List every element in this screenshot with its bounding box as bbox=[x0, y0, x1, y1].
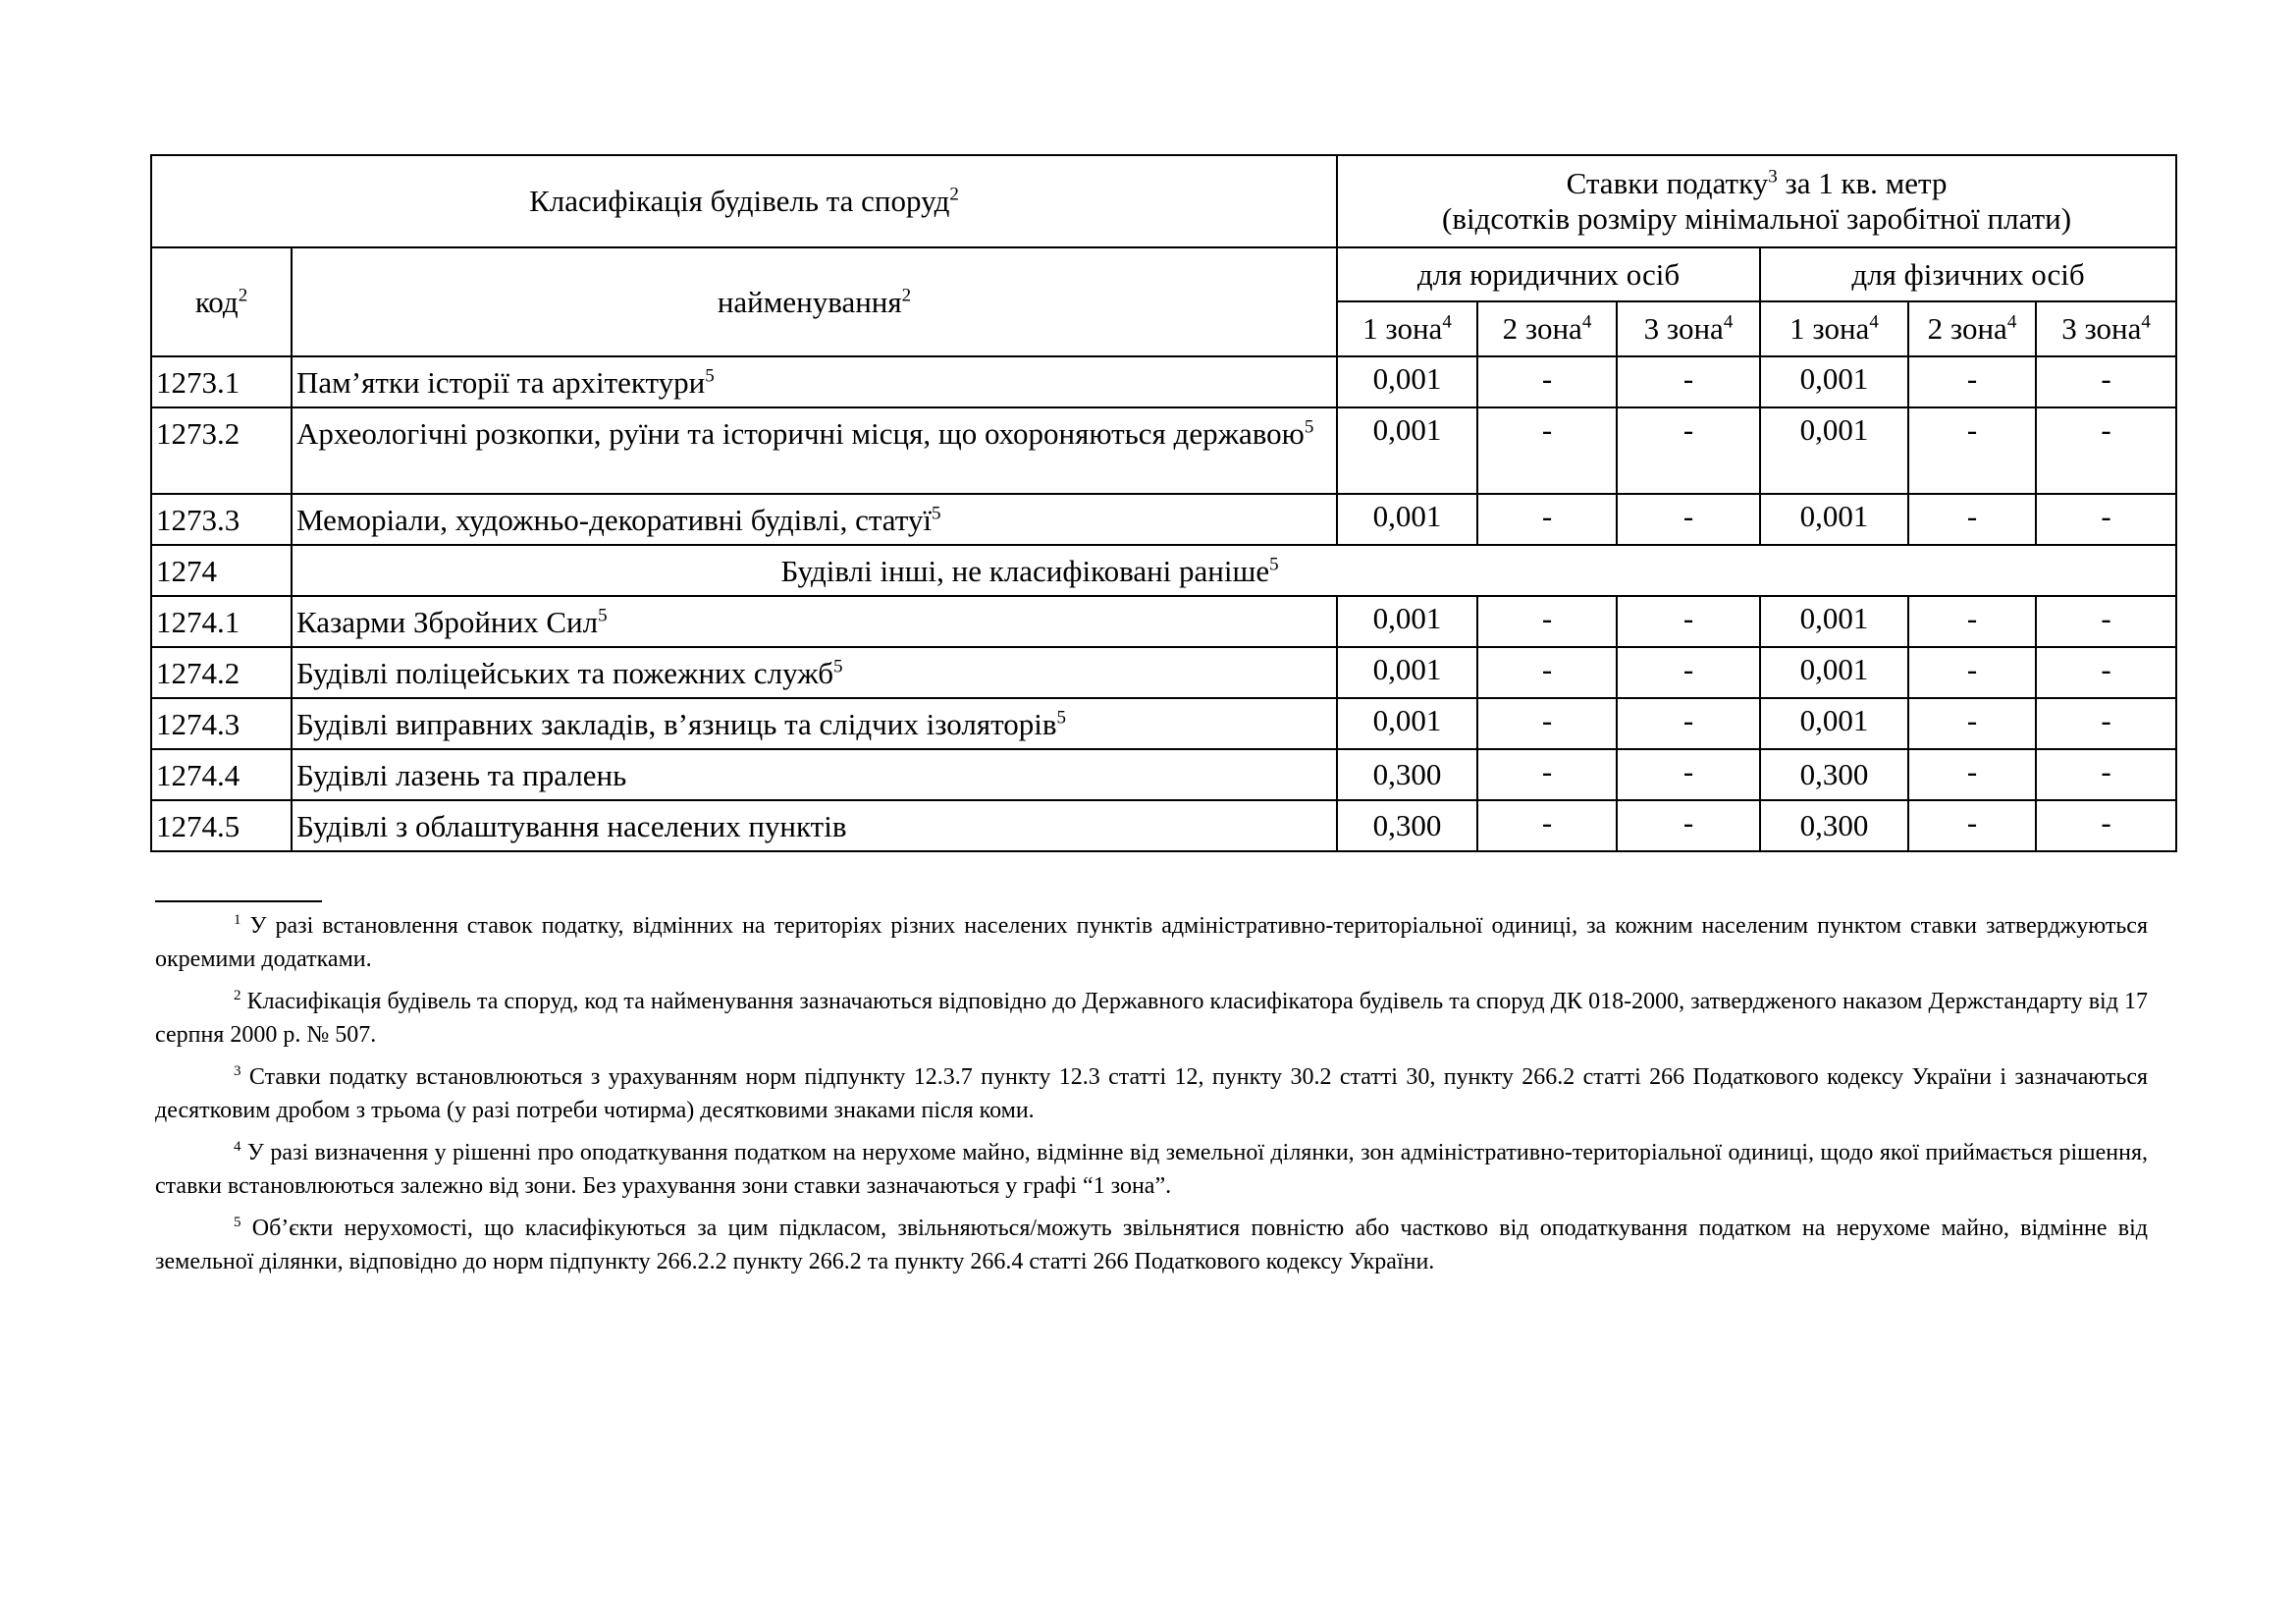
rate-cell: - bbox=[1908, 647, 2036, 698]
rate-cell: 0,001 bbox=[1760, 407, 1908, 494]
rate-cell: - bbox=[1617, 407, 1760, 494]
row-name: Казарми Збройних Сил$^5$ bbox=[292, 596, 1337, 647]
footnote-5: $^5$ Об’єкти нерухомості, що класифікуються за цим підкласом, звільняються/можуть звільнятися повністю або частково від оподаткування податком на нерухоме майно, відмінне від земельної ділянки, відповідно до норм підпункту 266.2.2 пункту 266.2 та пункту 266.4 статті 266 Податкового кодексу України. bbox=[155, 1215, 2149, 1274]
row-name: Будівлі поліцейських та пожежних служб$^5$ bbox=[292, 647, 1337, 698]
row-name: Археологічні розкопки, руїни та історичні місця, що охороняються державою$^5$ bbox=[292, 407, 1337, 494]
row-name: Будівлі з облаштування населених пунктів bbox=[292, 800, 1337, 851]
rate-cell: 0,001 bbox=[1337, 407, 1477, 494]
rate-cell: - bbox=[1477, 407, 1617, 494]
row-code: 1274.1 bbox=[151, 596, 292, 647]
tax-rates-table bbox=[150, 154, 2177, 852]
table-row bbox=[151, 596, 2176, 647]
row-name: Пам’ятки історії та архітектури$^5$ bbox=[292, 356, 1337, 407]
row-name: Меморіали, художньо-декоративні будівлі, статуї$^5$ bbox=[292, 494, 1337, 545]
rate-cell: 0,001 bbox=[1337, 494, 1477, 545]
rate-cell: 0,300 bbox=[1337, 749, 1477, 800]
row-name: Будівлі лазень та пралень bbox=[292, 749, 1337, 800]
rate-cell: 0,001 bbox=[1760, 596, 1908, 647]
footnote-4: $^4$ У разі визначення у рішенні про оподаткування податком на нерухоме майно, відмінне від земельної ділянки, зон адміністративно-територіальної одиниці, щодо якої приймається рішення, ставки встановлюються залежно від зони. Без урахування зони ставки зазначаються у графі “1 зона”. bbox=[155, 1139, 2148, 1199]
rate-cell: - bbox=[2036, 647, 2176, 698]
row-code: 1274.5 bbox=[151, 800, 292, 851]
rate-cell: - bbox=[1908, 596, 2036, 647]
row-code: 1274 bbox=[151, 545, 292, 596]
rate-cell: - bbox=[1908, 407, 2036, 494]
rate-cell: 0,300 bbox=[1760, 749, 1908, 800]
header-code: код$^2$ bbox=[151, 247, 292, 356]
rate-cell: - bbox=[1908, 698, 2036, 749]
group-name: Будівлі інші, не класифіковані раніше$^5$ bbox=[292, 545, 2176, 596]
rate-cell: 0,300 bbox=[1760, 800, 1908, 851]
rate-cell: - bbox=[1477, 596, 1617, 647]
table-row bbox=[151, 800, 2176, 851]
rate-cell: 0,001 bbox=[1760, 356, 1908, 407]
table-row bbox=[151, 698, 2176, 749]
row-code: 1274.4 bbox=[151, 749, 292, 800]
rate-cell: - bbox=[1617, 356, 1760, 407]
rate-cell: - bbox=[2036, 596, 2176, 647]
rate-cell: - bbox=[1617, 800, 1760, 851]
rate-cell: - bbox=[2036, 749, 2176, 800]
footnote-3: $^3$ Ставки податку встановлюються з урахуванням норм підпункту 12.3.7 пункту 12.3 статті 12, пункту 30.2 статті 30, пункту 266.2 статті 266 Податкового кодексу України і зазначаються десятковим дробом з трьома (у разі потреби чотирма) десятковими знаками після коми. bbox=[155, 1063, 2149, 1123]
table-row bbox=[151, 647, 2176, 698]
header-legal-entities: для юридичних осіб bbox=[1337, 247, 1760, 301]
rate-cell: - bbox=[1617, 698, 1760, 749]
rate-cell: 0,001 bbox=[1337, 698, 1477, 749]
header-physical-zone-3: 3 зона$^4$ bbox=[2036, 301, 2176, 356]
header-physical-zone-1: 1 зона$^4$ bbox=[1760, 301, 1908, 356]
header-legal-zone-2: 2 зона$^4$ bbox=[1477, 301, 1617, 356]
rate-cell: - bbox=[1617, 596, 1760, 647]
rate-cell: - bbox=[1908, 494, 2036, 545]
row-name: Будівлі виправних закладів, в’язниць та слідчих ізоляторів$^5$ bbox=[292, 698, 1337, 749]
rate-cell: - bbox=[1617, 647, 1760, 698]
rate-cell: - bbox=[1477, 800, 1617, 851]
rate-cell: - bbox=[2036, 698, 2176, 749]
table-row bbox=[151, 494, 2176, 545]
rate-cell: 0,001 bbox=[1760, 494, 1908, 545]
rate-cell: - bbox=[1617, 494, 1760, 545]
header-legal-zone-3: 3 зона$^4$ bbox=[1617, 301, 1760, 356]
rate-cell: - bbox=[1477, 494, 1617, 545]
rate-cell: 0,300 bbox=[1337, 800, 1477, 851]
rate-cell: - bbox=[1477, 698, 1617, 749]
rate-cell: - bbox=[2036, 494, 2176, 545]
rate-cell: - bbox=[1617, 749, 1760, 800]
footnotes bbox=[155, 909, 2148, 1287]
rate-cell: 0,001 bbox=[1337, 356, 1477, 407]
rate-cell: 0,001 bbox=[1337, 647, 1477, 698]
rate-cell: - bbox=[2036, 407, 2176, 494]
rate-cell: - bbox=[2036, 356, 2176, 407]
rate-cell: - bbox=[1908, 800, 2036, 851]
table-row bbox=[151, 356, 2176, 407]
rate-cell: - bbox=[1908, 749, 2036, 800]
row-code: 1273.3 bbox=[151, 494, 292, 545]
rate-cell: - bbox=[1477, 749, 1617, 800]
header-rates: Ставки податку$^3$ за 1 кв. метр (відсотків розміру мінімальної заробітної плати) bbox=[1337, 155, 2176, 247]
table-group-row bbox=[151, 545, 2176, 596]
header-physical-zone-2: 2 зона$^4$ bbox=[1908, 301, 2036, 356]
footnote-2: $^2$ Класифікація будівель та споруд, код та найменування зазначаються відповідно до Державного класифікатора будівель та споруд ДК 018-2000, затвердженого наказом Держстандарту від 17 серпня 2000 р. № 507. bbox=[155, 988, 2148, 1048]
rate-cell: 0,001 bbox=[1760, 698, 1908, 749]
header-classification: Класифікація будівель та споруд$^2$ bbox=[151, 155, 1337, 247]
header-name: найменування$^2$ bbox=[292, 247, 1337, 356]
row-code: 1273.1 bbox=[151, 356, 292, 407]
row-code: 1274.2 bbox=[151, 647, 292, 698]
rate-cell: - bbox=[1477, 356, 1617, 407]
footnote-1: $^1$ У разі встановлення ставок податку, відмінних на територіях різних населених пунктів адміністративно-територіальної одиниці, за кожним населеним пунктом ставки затверджуються окремими додатками. bbox=[155, 912, 2149, 972]
rate-cell: 0,001 bbox=[1337, 596, 1477, 647]
table-row bbox=[151, 749, 2176, 800]
rate-cell: - bbox=[1477, 647, 1617, 698]
rate-cell: - bbox=[1908, 356, 2036, 407]
row-code: 1274.3 bbox=[151, 698, 292, 749]
header-physical-persons: для фізичних осіб bbox=[1760, 247, 2176, 301]
header-legal-zone-1: 1 зона$^4$ bbox=[1337, 301, 1477, 356]
table-row bbox=[151, 407, 2176, 494]
rate-cell: - bbox=[2036, 800, 2176, 851]
footnote-separator bbox=[155, 900, 322, 902]
row-code: 1273.2 bbox=[151, 407, 292, 494]
rate-cell: 0,001 bbox=[1760, 647, 1908, 698]
